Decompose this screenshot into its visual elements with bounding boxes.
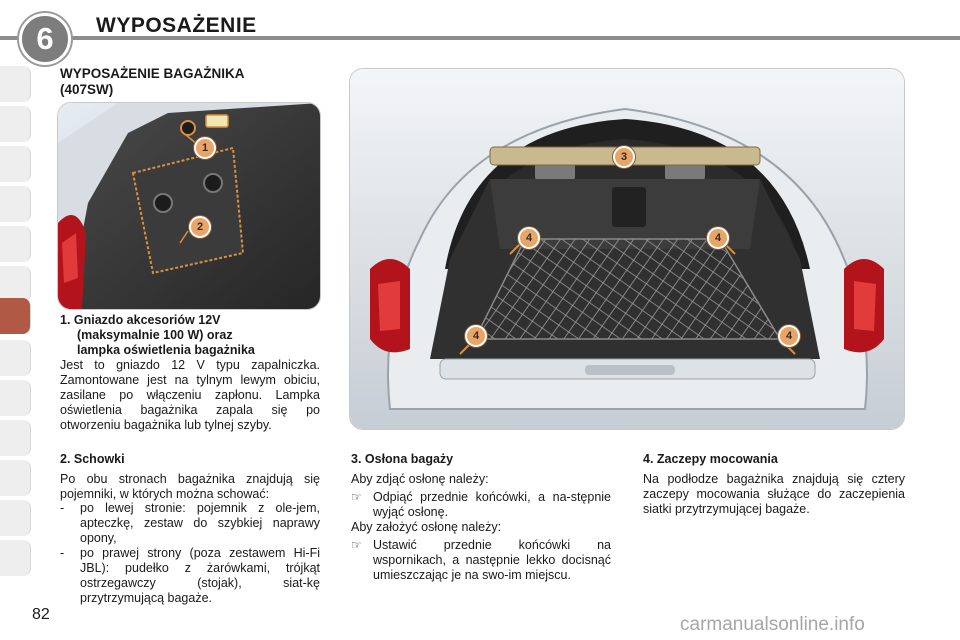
side-tab-3[interactable] bbox=[0, 146, 31, 182]
trunk-interior-illustration bbox=[349, 68, 905, 430]
side-tab-active[interactable] bbox=[0, 298, 31, 334]
side-tab-8[interactable] bbox=[0, 340, 31, 376]
item3-install-intro: Aby założyć osłonę należy: bbox=[351, 520, 502, 534]
section-title bbox=[60, 66, 330, 98]
side-tab-12[interactable] bbox=[0, 500, 31, 536]
callout-2: 2 bbox=[189, 216, 211, 238]
side-tab-11[interactable] bbox=[0, 460, 31, 496]
item4-heading: 4. Zaczepy mocowania bbox=[643, 452, 778, 466]
chapter-title: WYPOSAŻENIE bbox=[96, 14, 257, 37]
side-tab-5[interactable] bbox=[0, 226, 31, 262]
page-number: 82 bbox=[32, 606, 50, 623]
callout-4-top-left: 4 bbox=[518, 227, 540, 249]
item1-heading-line3: lampka oświetlenia bagażnika bbox=[77, 343, 255, 357]
item2-heading: 2. Schowki bbox=[60, 452, 125, 466]
callout-1: 1 bbox=[194, 137, 216, 159]
item2-bullet-2: po prawej strony (poza zestawem Hi-Fi JBL): pudełko z żarówkami, trójkąt ostrzegawczy (stojak), siat-kę przytrzymującą bagaże. bbox=[80, 546, 320, 605]
list-item bbox=[60, 501, 320, 546]
item2-bullet-1: po lewej stronie: pojemnik z ole-jem, apteczkę, zestaw do szybkiej naprawy opony, bbox=[80, 501, 320, 545]
item1-heading bbox=[60, 313, 330, 358]
item1-heading-line1: 1. Gniazdo akcesoriów 12V bbox=[60, 313, 221, 327]
bullet-marker: - bbox=[60, 501, 65, 515]
pointing-hand-icon: ☞ bbox=[351, 538, 362, 552]
item3-install-step-text: Ustawić przednie końcówki na wspornikach, a następnie lekko docisnąć umieszczając je na swo-im miejscu. bbox=[373, 538, 611, 582]
item1-body: Jest to gniazdo 12 V typu zapalniczka. Zamontowane jest na tylnym lewym obiciu, zasilane po włączeniu zapłonu. Lampka oświetlenia bagażnika zapala się po otworzeniu bagażnika lub tylnej szyby. bbox=[60, 358, 320, 432]
side-tab-1[interactable] bbox=[0, 66, 31, 102]
list-item bbox=[60, 546, 320, 606]
trunk-side-illustration bbox=[57, 102, 321, 310]
item1-heading-line2: (maksymalnie 100 W) oraz bbox=[77, 328, 233, 342]
callout-4-top-right: 4 bbox=[707, 227, 729, 249]
item3-heading: 3. Osłona bagaży bbox=[351, 452, 454, 466]
item2-list bbox=[60, 501, 320, 606]
side-tab-2[interactable] bbox=[0, 106, 31, 142]
side-tab-13[interactable] bbox=[0, 540, 31, 576]
section-title-line2: (407SW) bbox=[60, 82, 114, 97]
item3-remove-step bbox=[351, 490, 611, 520]
bullet-marker: - bbox=[60, 546, 65, 560]
side-tab-10[interactable] bbox=[0, 420, 31, 456]
item4-body: Na podłodze bagażnika znajdują się cztery zaczepy mocowania służące do zaczepienia siatki przytrzymującej bagaże. bbox=[643, 472, 905, 516]
item3-install-step bbox=[351, 538, 611, 583]
side-tab-6[interactable] bbox=[0, 266, 31, 302]
item3-remove-intro: Aby zdjąć osłonę należy: bbox=[351, 472, 489, 486]
callout-4-bottom-left: 4 bbox=[465, 325, 487, 347]
pointing-hand-icon: ☞ bbox=[351, 490, 362, 504]
watermark: carmanualsonline.info bbox=[680, 614, 865, 635]
side-tab-9[interactable] bbox=[0, 380, 31, 416]
side-tab-4[interactable] bbox=[0, 186, 31, 222]
callout-3: 3 bbox=[613, 146, 635, 168]
item3-remove-step-text: Odpiąć przednie końcówki, a na-stępnie wyjąć osłonę. bbox=[373, 490, 611, 519]
callout-4-bottom-right: 4 bbox=[778, 325, 800, 347]
section-title-line1: WYPOSAŻENIE BAGAŻNIKA bbox=[60, 66, 245, 81]
chapter-number-badge: 6 bbox=[19, 13, 71, 65]
item2-intro: Po obu stronach bagażnika znajdują się pojemniki, w których można schować: bbox=[60, 472, 320, 501]
